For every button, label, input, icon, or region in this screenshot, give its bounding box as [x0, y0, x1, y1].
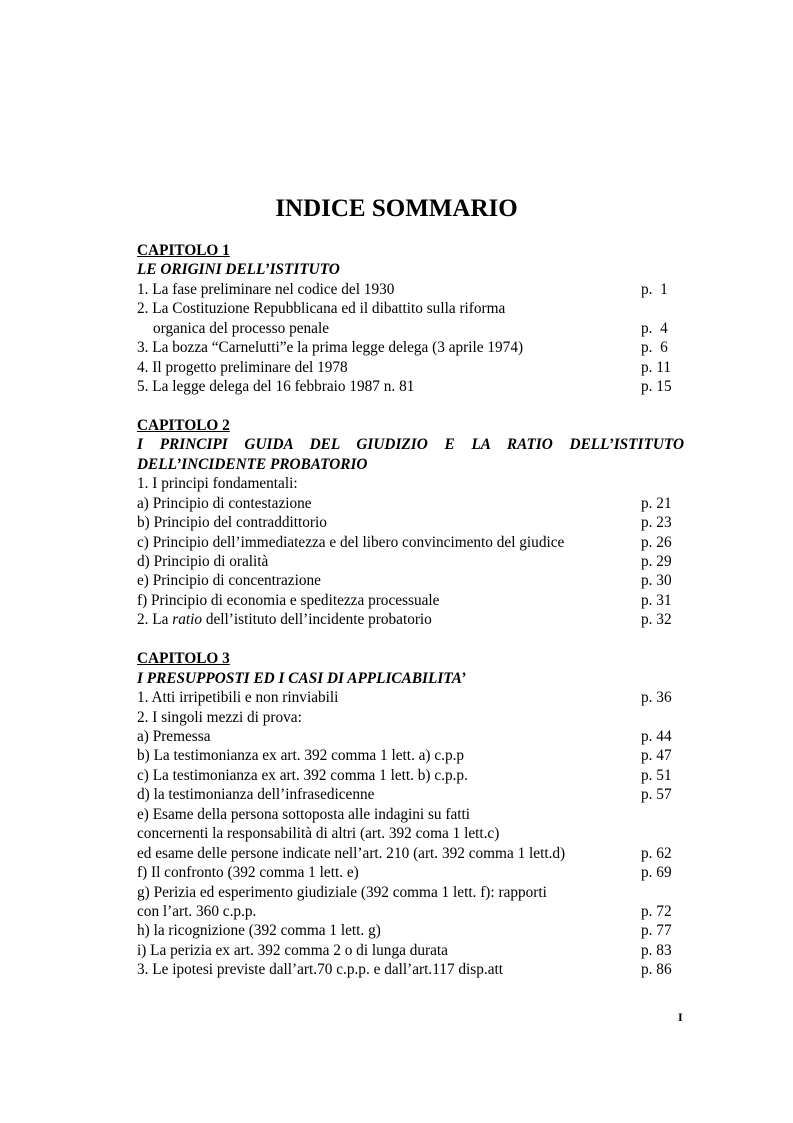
toc-entry — [137, 358, 684, 377]
toc-entry — [137, 474, 684, 493]
toc-entry — [137, 727, 684, 746]
toc-entry-page: p. 23 — [641, 514, 672, 532]
toc-entry — [137, 805, 684, 824]
chapter-1-subtitle: LE ORIGINI DELL’ISTITUTO — [137, 261, 340, 279]
toc-entry-text: f) Principio di economia e speditezza processuale — [137, 591, 440, 609]
toc-entry-text: 3. Le ipotesi previste dall’art.70 c.p.p. e dall’art.117 disp.att — [137, 961, 504, 979]
toc-entry-page: p. 83 — [641, 941, 672, 959]
toc-entry — [137, 299, 684, 318]
chapter-2-subtitle-continued: DELL’INCIDENTE PROBATORIO — [137, 455, 368, 473]
toc-entry-text: concernenti la responsabilità di altri (art. 392 coma 1 lett.c) — [137, 825, 500, 843]
toc-entry — [137, 571, 684, 590]
toc-entry — [137, 844, 684, 863]
chapter-3-subtitle: I PRESUPPOSTI ED I CASI DI APPLICABILITA’ — [137, 669, 466, 687]
toc-entry — [137, 941, 684, 960]
toc-entry — [137, 338, 684, 357]
toc-entry-text: c) Principio dell’immediatezza e del libero convincimento del giudice — [137, 533, 565, 551]
toc-entry-text-start: 2. La — [137, 611, 173, 629]
toc-entry-page: p. 44 — [641, 728, 672, 745]
page-title: INDICE SOMMARIO — [275, 195, 518, 222]
toc-entry — [137, 746, 684, 765]
toc-entry-text: 2. La Costituzione Repubblicana ed il dibattito sulla riforma — [137, 300, 506, 318]
toc-entry-text: 4. Il progetto preliminare del 1978 — [137, 358, 348, 376]
toc-entry — [137, 552, 684, 571]
table-of-contents — [137, 241, 684, 980]
toc-entry — [137, 960, 684, 979]
toc-entry-text: a) Premessa — [137, 728, 211, 745]
chapter-1-heading: CAPITOLO 1 — [137, 242, 230, 259]
toc-entry — [137, 883, 684, 902]
toc-entry-page: p. 47 — [641, 747, 672, 765]
toc-entry-text: 1. Atti irripetibili e non rinviabili — [137, 689, 339, 707]
toc-entry-page: p. 62 — [641, 844, 672, 862]
toc-entry-page: p. 1 — [641, 280, 668, 298]
toc-entry-text: e) Esame della persona sottoposta alle indagini su fatti — [137, 805, 471, 823]
toc-entry — [137, 921, 684, 940]
toc-entry-page: p. 21 — [641, 494, 672, 512]
toc-entry-text-italic: ratio — [172, 611, 203, 629]
toc-entry — [137, 610, 684, 629]
toc-entry — [137, 533, 684, 552]
toc-entry — [137, 688, 684, 707]
toc-entry-text: a) Principio di contestazione — [137, 494, 312, 512]
toc-entry-page: p. 69 — [641, 864, 672, 882]
toc-entry — [137, 785, 684, 804]
toc-entry-text: b) La testimonianza ex art. 392 comma 1 lett. a) c.p.p — [137, 747, 465, 765]
toc-entry-page: p. 57 — [641, 786, 672, 804]
toc-entry-text: g) Perizia ed esperimento giudiziale (392 comma 1 lett. f): rapporti — [137, 883, 547, 901]
toc-entry — [137, 513, 684, 532]
spacer — [137, 630, 684, 649]
chapter-2-heading: CAPITOLO 2 — [137, 416, 230, 434]
toc-entry-text: h) la ricognizione (392 comma 1 lett. g) — [137, 922, 381, 940]
toc-entry — [137, 494, 684, 513]
toc-entry-text-end: dell’istituto dell’incidente probatorio — [202, 611, 432, 629]
toc-entry-text: 3. La bozza “Carnelutti”e la prima legge delega (3 aprile 1974) — [137, 339, 524, 357]
toc-entry-text: f) Il confronto (392 comma 1 lett. e) — [137, 864, 359, 882]
toc-entry-page: p. 6 — [641, 339, 668, 357]
toc-entry-page: p. 31 — [641, 591, 672, 609]
toc-entry-page: p. 30 — [641, 572, 672, 590]
toc-entry-text: i) La perizia ex art. 392 comma 2 o di lunga durata — [137, 941, 448, 959]
toc-entry-text — [137, 610, 432, 629]
toc-entry-page: p. 86 — [641, 961, 672, 979]
toc-entry-text: organica del processo penale — [153, 319, 329, 337]
toc-entry-page: p. 4 — [641, 319, 668, 337]
toc-entry — [137, 902, 684, 921]
toc-entry-text: c) La testimonianza ex art. 392 comma 1 lett. b) c.p.p. — [137, 766, 468, 784]
toc-entry-page: p. 72 — [641, 902, 672, 920]
toc-entry-text: d) Principio di oralità — [137, 553, 269, 571]
toc-entry — [137, 377, 684, 396]
toc-entry-page: p. 11 — [641, 358, 672, 376]
toc-entry-page: p. 26 — [641, 533, 672, 551]
toc-entry-text: 1. I principi fondamentali: — [137, 475, 298, 493]
toc-entry-page: p. 32 — [641, 611, 672, 629]
toc-entry — [137, 863, 684, 882]
toc-entry — [137, 591, 684, 610]
toc-entry-text: con l’art. 360 c.p.p. — [137, 902, 257, 920]
page-number: I — [678, 1010, 683, 1024]
toc-entry-text: 1. La fase preliminare nel codice del 1930 — [137, 280, 395, 298]
toc-entry-text: ed esame delle persone indicate nell’art. 210 (art. 392 comma 1 lett.d) — [137, 844, 566, 862]
toc-entry-page: p. 15 — [641, 378, 672, 396]
toc-entry — [137, 319, 684, 338]
toc-entry-page: p. 51 — [641, 766, 672, 784]
toc-entry — [137, 708, 684, 727]
chapter-3-heading: CAPITOLO 3 — [137, 650, 230, 668]
toc-entry-page: p. 77 — [641, 922, 672, 940]
toc-entry-text: b) Principio del contraddittorio — [137, 514, 327, 532]
toc-entry-page: p. 36 — [641, 689, 672, 707]
chapter-2-subtitle: I PRINCIPI GUIDA DEL GIUDIZIO E LA RATIO DELL’ISTITUTO — [137, 436, 684, 454]
toc-entry — [137, 766, 684, 785]
toc-entry-text: d) la testimonianza dell’infrasedicenne — [137, 786, 375, 804]
toc-entry-text: e) Principio di concentrazione — [137, 572, 321, 590]
toc-entry — [137, 824, 684, 843]
toc-entry — [137, 280, 684, 299]
toc-entry-text: 5. La legge delega del 16 febbraio 1987 n. 81 — [137, 378, 415, 396]
spacer — [137, 397, 684, 416]
toc-entry-text: 2. I singoli mezzi di prova: — [137, 708, 302, 726]
toc-entry-page: p. 29 — [641, 553, 672, 571]
